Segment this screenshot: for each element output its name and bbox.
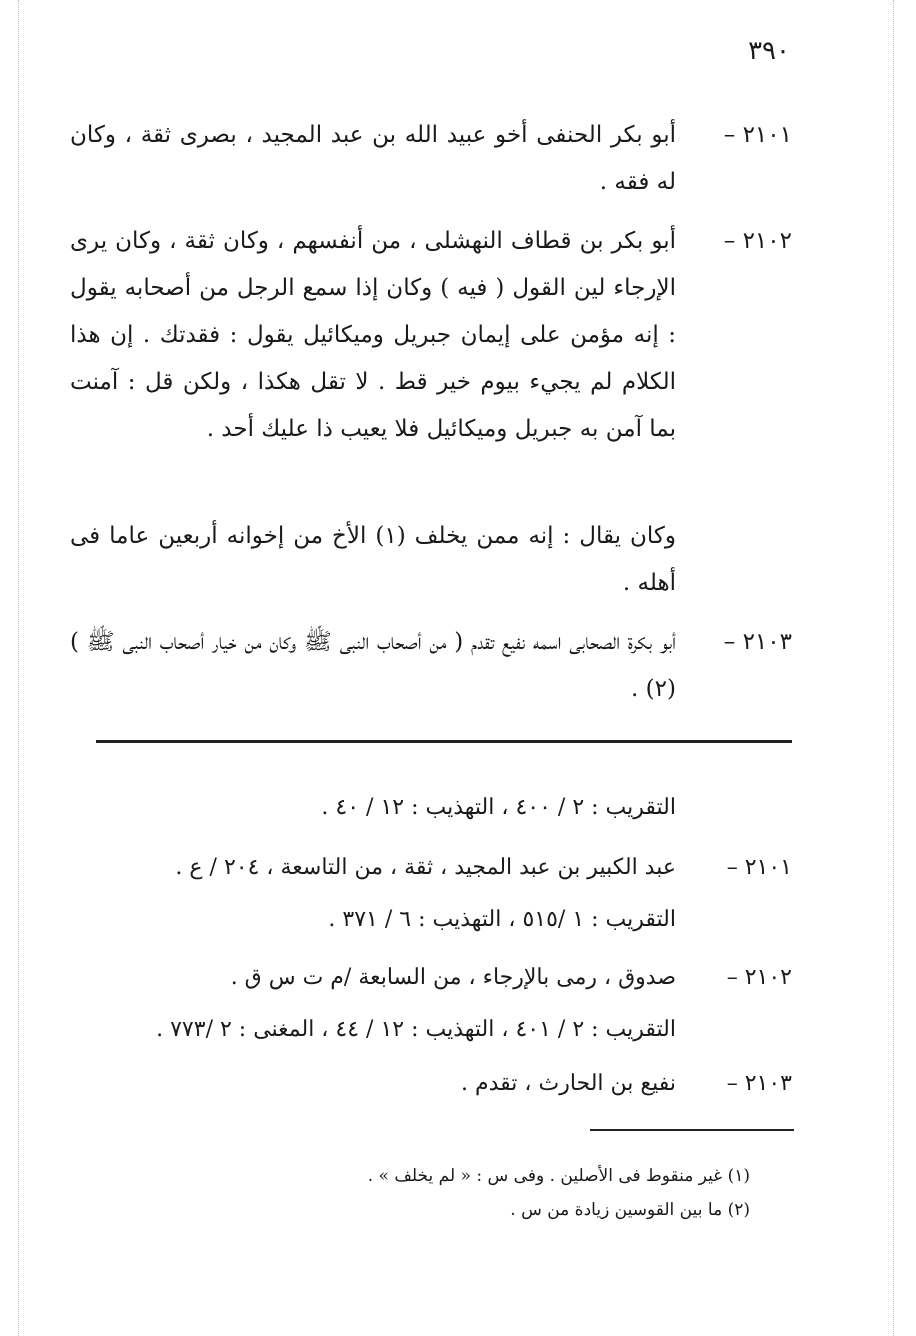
entry-number: ٢١٠٢ –: [723, 228, 792, 254]
entry-text: أبو بكر الحنفى أخو عبيد الله بن عبد المجيد ، بصرى ثقة ، وكان له فقه .: [70, 122, 676, 195]
note-1: (١) غير منقوط فى الأصلين . وفى س : « لم يخلف » .: [367, 1166, 750, 1186]
footnote-number: ٢١٠٢ –: [726, 965, 792, 990]
entry-text: أبو بكر بن قطاف النهشلى ، من أنفسهم ، وكان ثقة ، وكان يرى الإرجاء لين القول ( فيه ) وكان إذا سمع الرجل من أصحابه يقول : إنه مؤمن على إيمان جبريل وميكائيل يقول : فقدتك . إن هذا الكلام لم يجيء بيوم خير قط . لا تقل هكذا ، ولكن قل : آمنت بما آمن به جبريل وميكائيل فلا يعيب ذا عليك أحد .: [70, 228, 676, 442]
page-number: ٣٩٠: [748, 36, 790, 66]
footnote-number: ٢١٠٣ –: [726, 1071, 792, 1096]
scan-edge-left: [18, 0, 19, 1336]
footnote-line: التقريب : ١ /٥١٥ ، التهذيب : ٦ / ٣٧١ .: [328, 907, 676, 932]
footnote-continuation: [80, 782, 792, 834]
footnote-line: التقريب : ٢ / ٤٠١ ، التهذيب : ١٢ / ٤٤ ، المغنى : ٢ /٧٧٣ .: [156, 1017, 676, 1042]
footnote-line: صدوق ، رمى بالإرجاء ، من السابعة /م ت س ق .: [230, 965, 676, 990]
entry-2102-continuation: وكان يقال : إنه ممن يخلف (١) الأخ من إخوانه أربعين عاما فى أهله .: [70, 523, 676, 596]
footnote-separator: [96, 740, 792, 743]
entry-2102: [70, 218, 792, 453]
entry-number: ٢١٠١ –: [723, 122, 792, 148]
footnote-2103: [80, 1058, 792, 1110]
footnote-number: ٢١٠١ –: [726, 855, 792, 880]
footnote-2101: [80, 842, 792, 946]
note-2: (٢) ما بين القوسين زيادة من س .: [510, 1200, 750, 1220]
footnote-line: نفيع بن الحارث ، تقدم .: [460, 1071, 676, 1096]
entry-2103: [70, 619, 792, 713]
scan-edge-right: [893, 0, 894, 1336]
notes-separator: [590, 1129, 794, 1131]
entry-text: أبو بكرة الصحابى اسمه نفيع تقدم ( من أصحاب النبى ﷺ وكان من خيار أصحاب النبى ﷺ ) (٢) .: [70, 629, 676, 702]
footnote-line: التقريب : ٢ / ٤٠٠ ، التهذيب : ١٢ / ٤٠ .: [321, 795, 676, 820]
footnote-line: عبد الكبير بن عبد المجيد ، ثقة ، من التاسعة ، ٢٠٤ / ع .: [175, 855, 676, 880]
entry-number: ٢١٠٣ –: [723, 629, 792, 655]
footnote-2102: [80, 952, 792, 1056]
entry-2101: [70, 112, 792, 206]
